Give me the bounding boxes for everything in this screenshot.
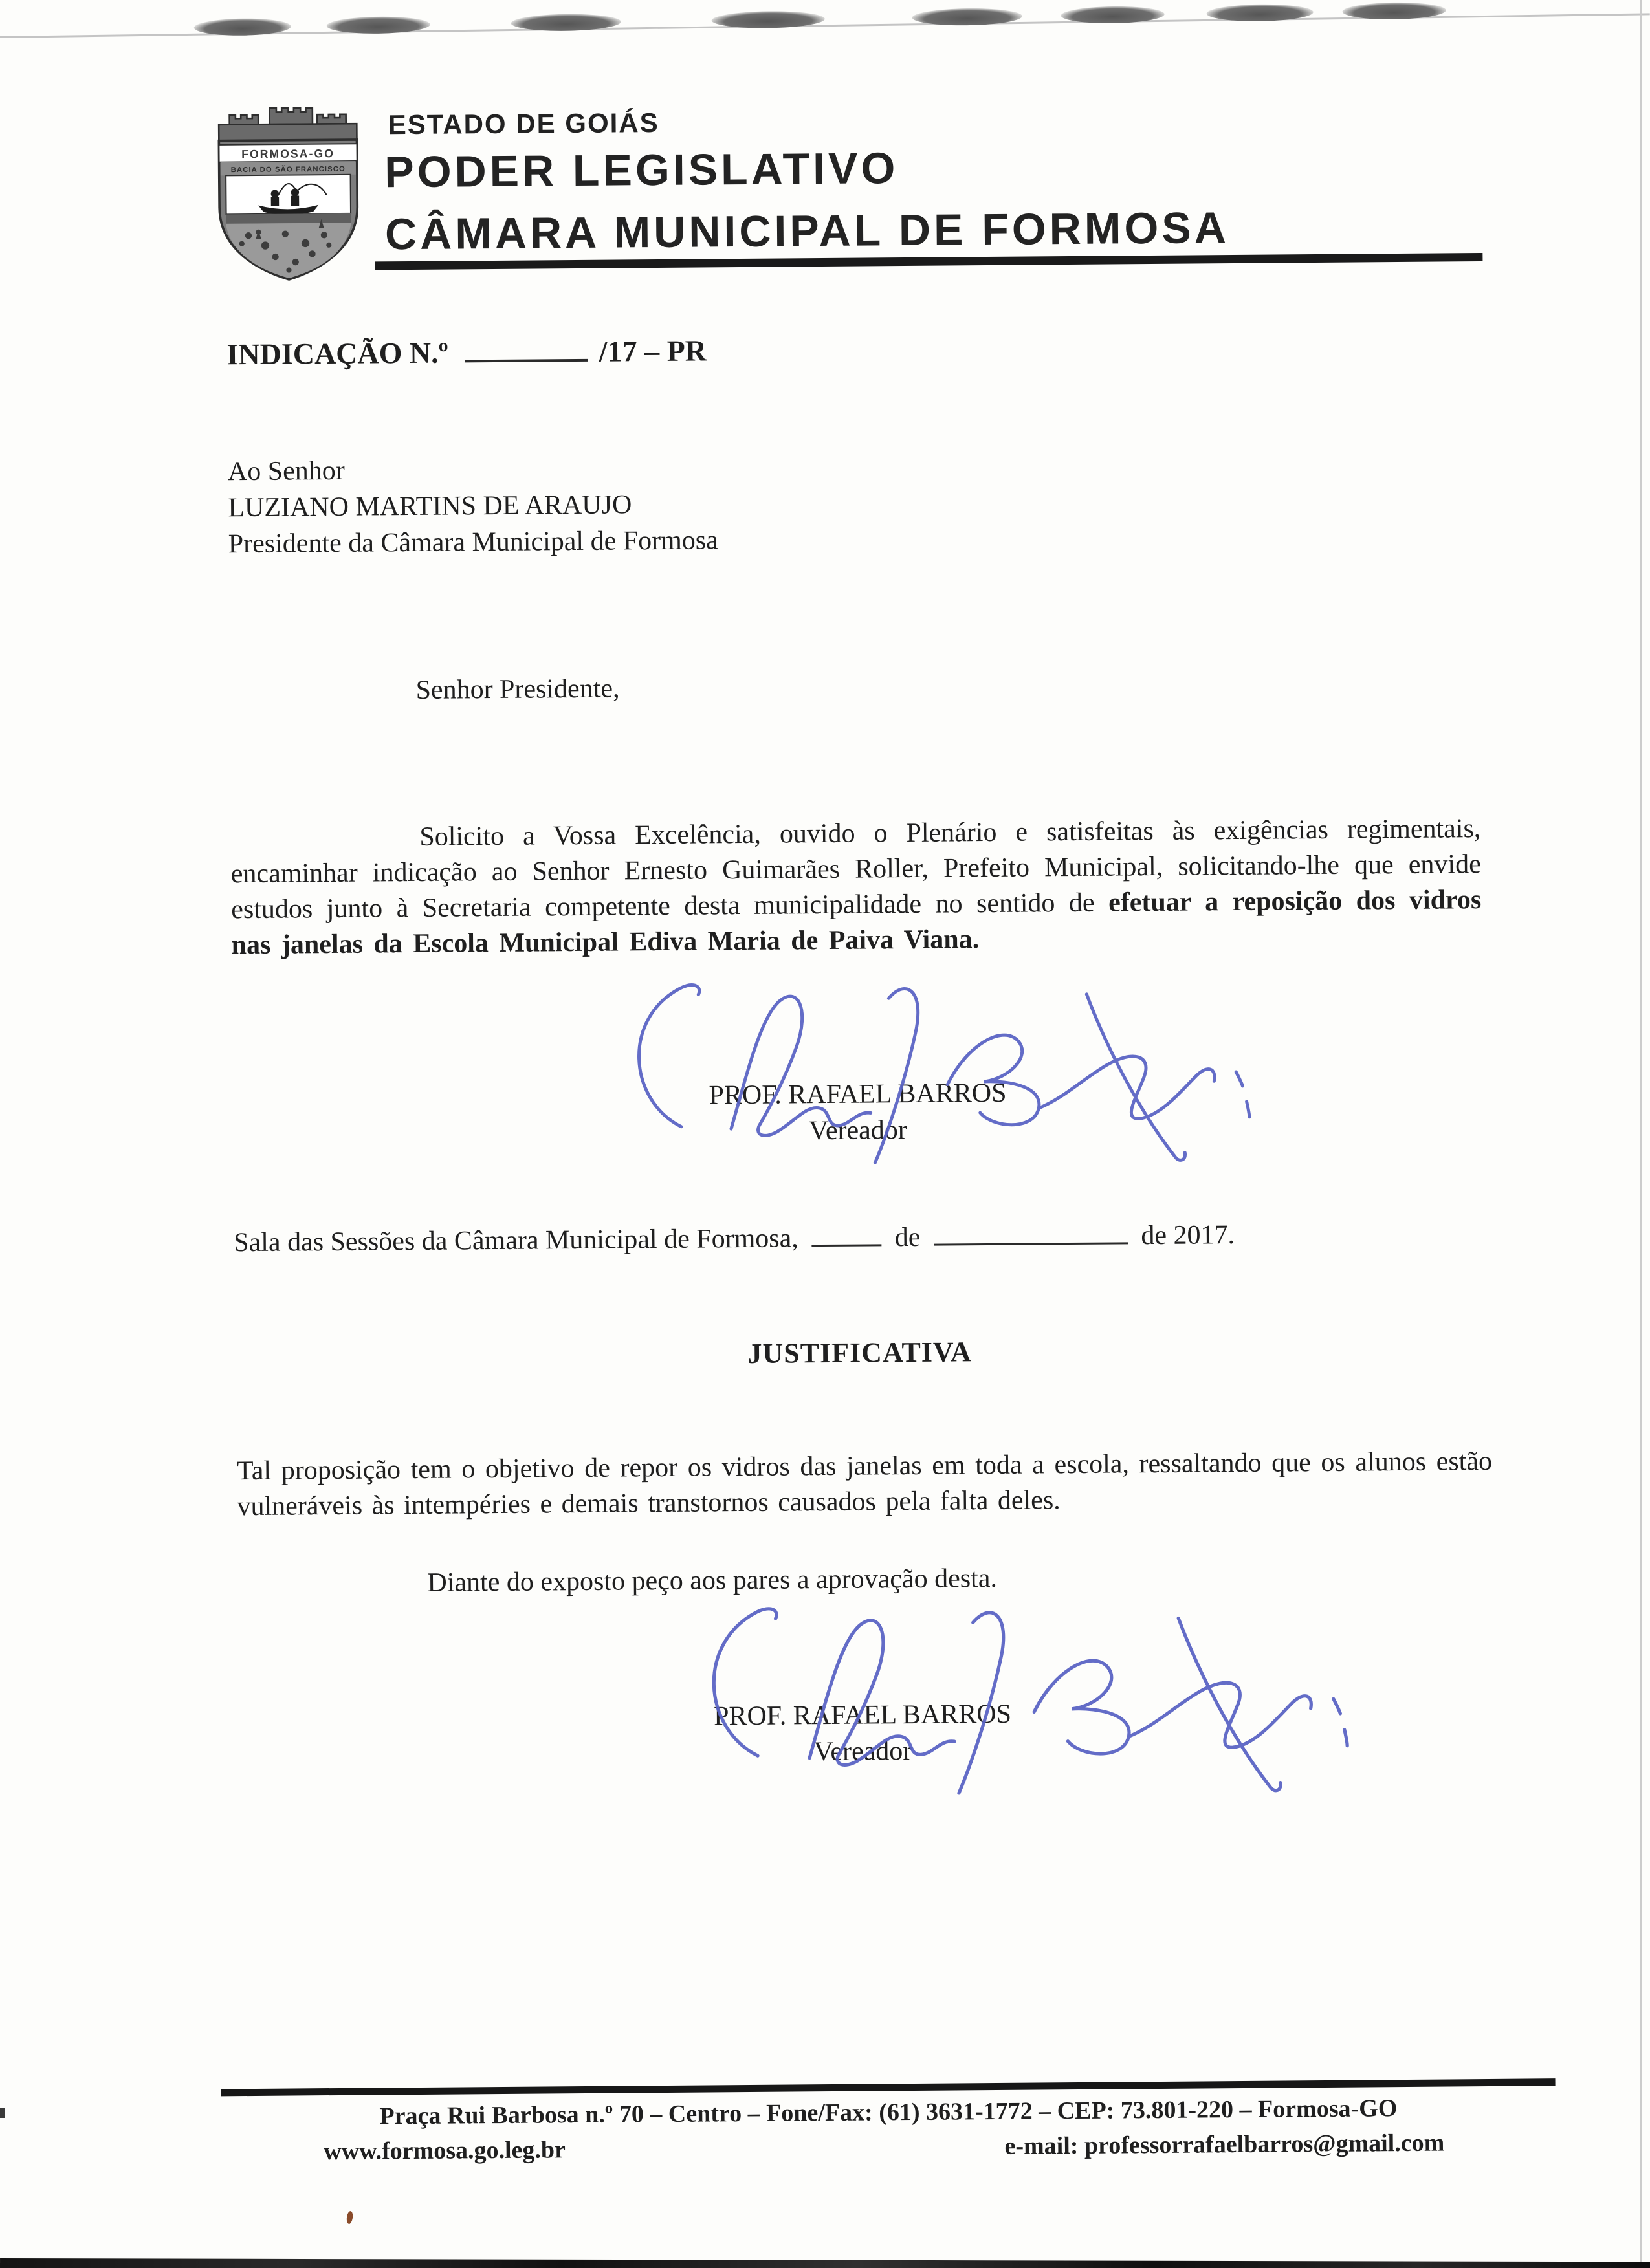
footer-contacts: [324, 2129, 1444, 2166]
session-connector: de: [894, 1222, 921, 1253]
closing-line: Diante do exposto peço aos pares a aprovação desta.: [427, 1563, 998, 1598]
signer-name-1: PROF. RAFAEL BARROS: [709, 1078, 1007, 1111]
scan-edge-mark: [0, 2108, 5, 2118]
session-line-start: Sala das Sessões da Câmara Municipal de Formosa,: [234, 1223, 798, 1258]
session-day-blank: [811, 1239, 881, 1247]
footer-website: www.formosa.go.leg.br: [324, 2136, 566, 2166]
signature-1: [584, 968, 1271, 1168]
emblem-band-text: BACIA DO SÃO FRANCISCO: [230, 165, 346, 175]
header-institution: CÂMARA MUNICIPAL DE FORMOSA: [384, 203, 1230, 259]
header-branch: PODER LEGISLATIVO: [384, 144, 899, 197]
emblem-city-label: FORMOSA-GO: [241, 147, 335, 161]
addressee-role: Presidente da Câmara Municipal de Formosa: [228, 525, 718, 560]
body-bold-text: efetuar a reposição dos vidros nas janelas da Escola Municipal Ediva Maria de Paiva Viana.: [231, 885, 1482, 961]
body-regular-text: Solicito a Vossa Excelência, ouvido o Plenário e satisfeitas às exigências regimentais, encaminhar indicação ao Senhor Ernesto Guimarães Roller, Prefeito Municipal, solicitando-lhe que envide estudos junto à Secretaria competente desta municipalidade no sentido de: [230, 814, 1481, 925]
footer-email: e-mail: professorrafaelbarros@gmail.com: [1004, 2129, 1445, 2160]
document-number-blank: [465, 354, 588, 362]
signature-2: [657, 1588, 1370, 1801]
justification-heading: JUSTIFICATIVA: [747, 1336, 973, 1369]
session-month-blank: [934, 1237, 1128, 1245]
addressee-block: [228, 450, 718, 562]
signer-name-2: PROF. RAFAEL BARROS: [713, 1699, 1012, 1732]
document-title-suffix: /17 – PR: [599, 334, 707, 368]
addressee-name: LUZIANO MARTINS DE ARAUJO: [228, 490, 632, 523]
municipal-coat-of-arms: [210, 101, 366, 283]
greeting-line: Senhor Presidente,: [415, 673, 620, 705]
justification-paragraph: Tal proposição tem o objetivo de repor os vidros das janelas em toda a escola, ressaltando que os alunos estão vulneráveis às intempéries e demais transtornos causados pela falta deles.: [236, 1446, 1493, 1522]
header-state: ESTADO DE GOIÁS: [388, 107, 659, 140]
footer-rule: [221, 2078, 1556, 2096]
footer-address: Praça Rui Barbosa n.º 70 – Centro – Fone/Fax: (61) 3631-1772 – CEP: 73.801-220 – Formosa-GO: [379, 2095, 1398, 2130]
session-line: [234, 1219, 1235, 1258]
signer-role-2: Vereador: [813, 1736, 912, 1767]
session-line-end: de 2017.: [1141, 1220, 1235, 1251]
document-title-line: [226, 333, 707, 371]
scan-right-edge: [1640, 0, 1642, 2268]
body-paragraph: [230, 811, 1482, 963]
document-title-prefix: INDICAÇÃO N.º: [226, 336, 449, 371]
addressee-salutation: Ao Senhor: [227, 455, 345, 487]
signer-role-1: Vereador: [808, 1115, 907, 1146]
